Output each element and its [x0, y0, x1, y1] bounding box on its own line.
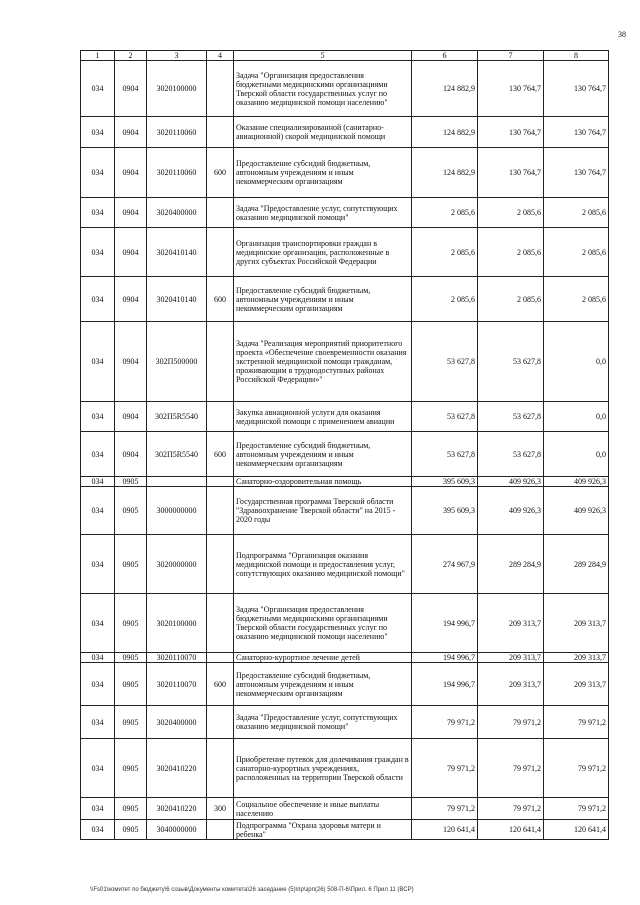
amount-cell: 194 996,7 [412, 594, 478, 653]
amount-cell: 209 313,7 [478, 663, 544, 706]
target-code-cell [147, 477, 207, 487]
section-code-cell: 0904 [115, 117, 147, 148]
expense-type-cell: 300 [207, 798, 234, 820]
target-code-cell: 3000000000 [147, 487, 207, 535]
amount-cell: 120 641,4 [478, 820, 544, 840]
amount-cell: 409 926,3 [544, 487, 609, 535]
admin-code-cell: 034 [81, 535, 115, 594]
table-row [81, 594, 609, 653]
description-cell: Приобретение путевок для долечивания граждан в санаторно-курортных учреждениях, расположенных на территории Тверской области [234, 739, 412, 798]
table-row [81, 820, 609, 840]
table-row [81, 148, 609, 198]
admin-code-cell: 034 [81, 820, 115, 840]
section-code-cell: 0905 [115, 477, 147, 487]
amount-cell: 124 882,9 [412, 148, 478, 198]
amount-cell: 79 971,2 [412, 739, 478, 798]
target-code-cell: 3020110060 [147, 117, 207, 148]
amount-cell: 53 627,8 [478, 322, 544, 402]
file-path-footer: \\Fs01\комитет по бюджету\6 созыв\Документы комитета\26 заседание (5)\пр\зрп(26) 508-П-6\Прил. 6 Прил 11 (ВСР) [90, 887, 414, 893]
amount-cell: 124 882,9 [412, 61, 478, 117]
amount-cell: 209 313,7 [544, 653, 609, 663]
table-row [81, 322, 609, 402]
header-cell: 5 [234, 51, 412, 61]
table-row [81, 228, 609, 277]
section-code-cell: 0905 [115, 706, 147, 739]
admin-code-cell: 034 [81, 477, 115, 487]
expense-type-cell [207, 653, 234, 663]
description-cell: Оказание специализированной (санитарно-авиационной) скорой медицинской помощи [234, 117, 412, 148]
target-code-cell: 3020110070 [147, 663, 207, 706]
table-row [81, 739, 609, 798]
amount-cell: 130 764,7 [544, 61, 609, 117]
amount-cell: 2 085,6 [478, 198, 544, 228]
admin-code-cell: 034 [81, 706, 115, 739]
description-cell: Задача "Организация предоставления бюджетными медицинскими организациями Тверской области государственных услуг по оказанию медицинской помощи населению" [234, 594, 412, 653]
description-cell: Подпрограмма "Организация оказания медицинской помощи и предоставления услуг, сопутствующих оказанию медицинской помощи" [234, 535, 412, 594]
section-code-cell: 0905 [115, 663, 147, 706]
amount-cell: 395 609,3 [412, 477, 478, 487]
target-code-cell: 3020000000 [147, 535, 207, 594]
header-cell: 1 [81, 51, 115, 61]
description-cell: Задача "Предоставление услуг, сопутствующих оказанию медицинской помощи" [234, 706, 412, 739]
header-cell: 6 [412, 51, 478, 61]
amount-cell: 130 764,7 [478, 148, 544, 198]
description-cell: Санаторно-курортное лечение детей [234, 653, 412, 663]
expense-type-cell [207, 402, 234, 432]
amount-cell: 130 764,7 [478, 117, 544, 148]
header-cell: 2 [115, 51, 147, 61]
amount-cell: 79 971,2 [544, 706, 609, 739]
expense-type-cell [207, 820, 234, 840]
description-cell: Предоставление субсидий бюджетным, автономным учреждениям и иным некоммерческим организациям [234, 432, 412, 477]
amount-cell: 0,0 [544, 432, 609, 477]
table-row [81, 706, 609, 739]
amount-cell: 53 627,8 [478, 432, 544, 477]
expense-type-cell [207, 535, 234, 594]
target-code-cell: 302П5R5540 [147, 402, 207, 432]
admin-code-cell: 034 [81, 61, 115, 117]
target-code-cell: 3020410220 [147, 739, 207, 798]
amount-cell: 289 284,9 [544, 535, 609, 594]
table-row [81, 653, 609, 663]
admin-code-cell: 034 [81, 432, 115, 477]
amount-cell: 79 971,2 [478, 739, 544, 798]
expense-type-cell [207, 706, 234, 739]
description-cell: Социальное обеспечение и иные выплаты населению [234, 798, 412, 820]
amount-cell: 79 971,2 [478, 706, 544, 739]
amount-cell: 2 085,6 [544, 277, 609, 322]
admin-code-cell: 034 [81, 663, 115, 706]
expense-type-cell [207, 117, 234, 148]
table-row [81, 663, 609, 706]
target-code-cell: 3040000000 [147, 820, 207, 840]
description-cell: Предоставление субсидий бюджетным, автономным учреждениям и иным некоммерческим организациям [234, 148, 412, 198]
table-row [81, 477, 609, 487]
target-code-cell: 3020410140 [147, 277, 207, 322]
expense-type-cell: 600 [207, 148, 234, 198]
section-code-cell: 0905 [115, 653, 147, 663]
amount-cell: 0,0 [544, 322, 609, 402]
header-row [81, 51, 609, 61]
amount-cell: 2 085,6 [544, 228, 609, 277]
section-code-cell: 0905 [115, 820, 147, 840]
amount-cell: 2 085,6 [478, 228, 544, 277]
table-row [81, 798, 609, 820]
amount-cell: 209 313,7 [544, 663, 609, 706]
amount-cell: 2 085,6 [478, 277, 544, 322]
section-code-cell: 0905 [115, 487, 147, 535]
description-cell: Задача "Организация предоставления бюджетными медицинскими организациями Тверской области государственных услуг по оказанию медицинской помощи населению" [234, 61, 412, 117]
amount-cell: 79 971,2 [544, 798, 609, 820]
amount-cell: 2 085,6 [412, 228, 478, 277]
amount-cell: 2 085,6 [412, 277, 478, 322]
target-code-cell: 3020410140 [147, 228, 207, 277]
amount-cell: 194 996,7 [412, 663, 478, 706]
amount-cell: 53 627,8 [412, 322, 478, 402]
amount-cell: 79 971,2 [544, 739, 609, 798]
amount-cell: 395 609,3 [412, 487, 478, 535]
section-code-cell: 0904 [115, 228, 147, 277]
section-code-cell: 0904 [115, 61, 147, 117]
expense-type-cell [207, 228, 234, 277]
description-cell: Подпрограмма "Охрана здоровья матери и ребенка" [234, 820, 412, 840]
amount-cell: 53 627,8 [412, 432, 478, 477]
page-number: 38 [618, 30, 626, 39]
expense-type-cell: 600 [207, 432, 234, 477]
amount-cell: 194 996,7 [412, 653, 478, 663]
target-code-cell: 302П5R5540 [147, 432, 207, 477]
description-cell: Организация транспортировки граждан в медицинские организации, расположенные в других субъектах Российской Федерации [234, 228, 412, 277]
table-row [81, 198, 609, 228]
amount-cell: 209 313,7 [478, 594, 544, 653]
amount-cell: 130 764,7 [544, 117, 609, 148]
target-code-cell: 302П500000 [147, 322, 207, 402]
section-code-cell: 0904 [115, 277, 147, 322]
description-cell: Предоставление субсидий бюджетным, автономным учреждениям и иным некоммерческим организациям [234, 277, 412, 322]
amount-cell: 120 641,4 [544, 820, 609, 840]
amount-cell: 274 967,9 [412, 535, 478, 594]
section-code-cell: 0904 [115, 432, 147, 477]
table-row [81, 277, 609, 322]
amount-cell: 79 971,2 [478, 798, 544, 820]
amount-cell: 209 313,7 [544, 594, 609, 653]
admin-code-cell: 034 [81, 198, 115, 228]
admin-code-cell: 034 [81, 117, 115, 148]
table-row [81, 432, 609, 477]
amount-cell: 79 971,2 [412, 706, 478, 739]
amount-cell: 120 641,4 [412, 820, 478, 840]
admin-code-cell: 034 [81, 487, 115, 535]
target-code-cell: 3020110070 [147, 653, 207, 663]
table-row [81, 402, 609, 432]
section-code-cell: 0904 [115, 402, 147, 432]
description-cell: Предоставление субсидий бюджетным, автономным учреждениям и иным некоммерческим организациям [234, 663, 412, 706]
section-code-cell: 0905 [115, 535, 147, 594]
amount-cell: 2 085,6 [544, 198, 609, 228]
expense-type-cell [207, 487, 234, 535]
header-cell: 7 [478, 51, 544, 61]
admin-code-cell: 034 [81, 148, 115, 198]
admin-code-cell: 034 [81, 739, 115, 798]
amount-cell: 79 971,2 [412, 798, 478, 820]
budget-table [80, 50, 609, 840]
section-code-cell: 0904 [115, 198, 147, 228]
section-code-cell: 0904 [115, 148, 147, 198]
admin-code-cell: 034 [81, 798, 115, 820]
table-row [81, 487, 609, 535]
admin-code-cell: 034 [81, 653, 115, 663]
section-code-cell: 0905 [115, 739, 147, 798]
amount-cell: 209 313,7 [478, 653, 544, 663]
expense-type-cell [207, 739, 234, 798]
target-code-cell: 3020410220 [147, 798, 207, 820]
amount-cell: 53 627,8 [412, 402, 478, 432]
amount-cell: 130 764,7 [478, 61, 544, 117]
table-row [81, 61, 609, 117]
description-cell: Задача "Реализация мероприятий приоритетного проекта «Обеспечение своевременности оказания экстренной медицинской помощи гражданам, проживающим в труднодоступных районах Российской Федерации»" [234, 322, 412, 402]
amount-cell: 130 764,7 [544, 148, 609, 198]
description-cell: Государственная программа Тверской области "Здравоохранение Тверской области" на 2015 - 2020 годы [234, 487, 412, 535]
target-code-cell: 3020400000 [147, 706, 207, 739]
admin-code-cell: 034 [81, 228, 115, 277]
amount-cell: 0,0 [544, 402, 609, 432]
admin-code-cell: 034 [81, 322, 115, 402]
expense-type-cell: 600 [207, 663, 234, 706]
expense-type-cell [207, 594, 234, 653]
admin-code-cell: 034 [81, 277, 115, 322]
table-row [81, 535, 609, 594]
expense-type-cell [207, 477, 234, 487]
target-code-cell: 3020110060 [147, 148, 207, 198]
amount-cell: 409 926,3 [544, 477, 609, 487]
expense-type-cell [207, 61, 234, 117]
table-row [81, 117, 609, 148]
amount-cell: 289 284,9 [478, 535, 544, 594]
amount-cell: 53 627,8 [478, 402, 544, 432]
target-code-cell: 3020400000 [147, 198, 207, 228]
section-code-cell: 0904 [115, 322, 147, 402]
section-code-cell: 0905 [115, 594, 147, 653]
target-code-cell: 3020100000 [147, 594, 207, 653]
target-code-cell: 3020100000 [147, 61, 207, 117]
admin-code-cell: 034 [81, 594, 115, 653]
header-cell: 8 [544, 51, 609, 61]
header-cell: 4 [207, 51, 234, 61]
header-cell: 3 [147, 51, 207, 61]
amount-cell: 409 926,3 [478, 477, 544, 487]
description-cell: Закупка авиационной услуги для оказания медицинской помощи с применением авиации [234, 402, 412, 432]
section-code-cell: 0905 [115, 798, 147, 820]
description-cell: Санаторно-оздоровительная помощь [234, 477, 412, 487]
amount-cell: 124 882,9 [412, 117, 478, 148]
admin-code-cell: 034 [81, 402, 115, 432]
expense-type-cell: 600 [207, 277, 234, 322]
description-cell: Задача "Предоставление услуг, сопутствующих оказанию медицинской помощи" [234, 198, 412, 228]
amount-cell: 409 926,3 [478, 487, 544, 535]
expense-type-cell [207, 198, 234, 228]
amount-cell: 2 085,6 [412, 198, 478, 228]
expense-type-cell [207, 322, 234, 402]
